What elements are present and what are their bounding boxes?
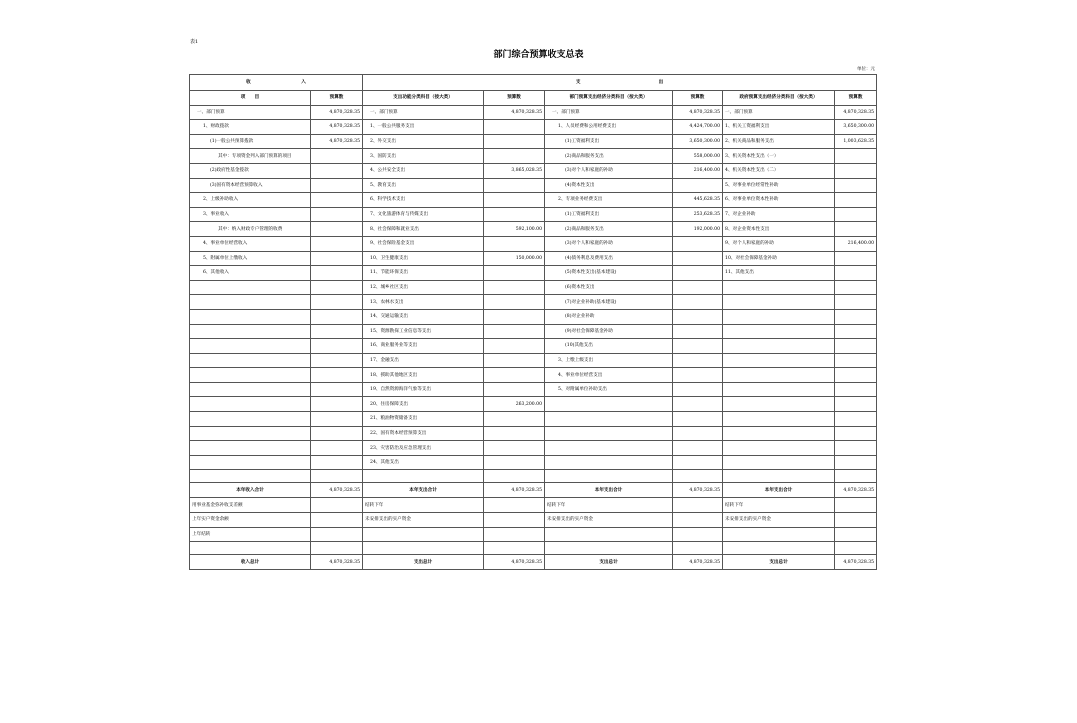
extra-exp-label	[723, 527, 835, 542]
func-item-cell: 17、金融支出	[363, 353, 484, 368]
table-row	[190, 309, 877, 324]
func-item-cell: 24、其他支出	[363, 455, 484, 470]
grand-income-value: 4,870,328.35	[311, 555, 363, 570]
func-budget-cell	[484, 266, 545, 281]
func-budget-cell	[484, 178, 545, 193]
func-budget-cell	[484, 295, 545, 310]
table-row	[190, 163, 877, 178]
dept-econ-budget-cell	[673, 368, 723, 383]
income-item-cell	[190, 412, 311, 427]
dept-econ-budget-cell: 445,628.35	[673, 193, 723, 208]
col-budget1-header: 预算数	[311, 91, 363, 106]
grand-exp-value-2: 4,870,328.35	[673, 555, 723, 570]
col-gov-econ-header: 政府预算支出经济分类科目（按大类）	[723, 91, 835, 106]
income-budget-cell	[311, 193, 363, 208]
year-exp-label-2: 本年支出合计	[545, 483, 673, 498]
income-item-cell: (2)政府性基金拨款	[190, 163, 311, 178]
gov-econ-budget-cell	[835, 251, 877, 266]
extra-exp-label	[545, 527, 673, 542]
func-item-cell: 9、社会保险基金支出	[363, 236, 484, 251]
year-income-label: 本年收入合计	[190, 483, 311, 498]
gov-econ-budget-cell	[835, 280, 877, 295]
gov-econ-budget-cell: 4,870,328.35	[835, 105, 877, 120]
table-row	[190, 295, 877, 310]
income-item-cell	[190, 455, 311, 470]
dept-econ-item-cell: (8)对企业补助	[545, 309, 673, 324]
dept-econ-budget-cell	[673, 426, 723, 441]
func-item-cell: 4、公共安全支出	[363, 163, 484, 178]
table-row	[190, 149, 877, 164]
extra-income-label: 用事业基金弥补收支差额	[190, 498, 311, 513]
income-budget-cell	[311, 207, 363, 222]
dept-econ-item-cell: (1)工资福利支出	[545, 134, 673, 149]
dept-econ-budget-cell: 253,628.35	[673, 207, 723, 222]
table-body	[190, 105, 877, 470]
income-budget-cell	[311, 309, 363, 324]
table-row	[190, 397, 877, 412]
dept-econ-item-cell: (9)对社会保障基金补助	[545, 324, 673, 339]
income-header: 收 入	[190, 75, 363, 91]
grand-exp-value-3: 4,870,328.35	[835, 555, 877, 570]
func-item-cell: 7、文化旅游体育与传媒支出	[363, 207, 484, 222]
income-budget-cell	[311, 222, 363, 237]
gov-econ-item-cell	[723, 339, 835, 354]
func-item-cell: 15、资源勘探工业信息等支出	[363, 324, 484, 339]
func-item-cell: 20、住房保障支出	[363, 397, 484, 412]
table-row	[190, 222, 877, 237]
gov-econ-budget-cell	[835, 193, 877, 208]
dept-econ-budget-cell	[673, 441, 723, 456]
gov-econ-item-cell: 5、对事业单位经常性补助	[723, 178, 835, 193]
dept-econ-item-cell	[545, 397, 673, 412]
table-row	[190, 251, 877, 266]
income-item-cell: 5、附属单位上缴收入	[190, 251, 311, 266]
dept-econ-budget-cell	[673, 455, 723, 470]
page-title: 部门综合预算收支总表	[493, 50, 584, 60]
dept-econ-item-cell	[545, 426, 673, 441]
blank-row	[190, 542, 877, 555]
gov-econ-item-cell	[723, 397, 835, 412]
dept-econ-item-cell: (7)对企业补助(基本建设)	[545, 295, 673, 310]
gov-econ-item-cell: 11、其他支出	[723, 266, 835, 281]
gov-econ-budget-cell	[835, 222, 877, 237]
table-row	[190, 441, 877, 456]
income-item-cell: 一、部门预算	[190, 105, 311, 120]
gov-econ-budget-cell	[835, 368, 877, 383]
dept-econ-budget-cell	[673, 236, 723, 251]
income-budget-cell: 4,870,328.35	[311, 120, 363, 135]
func-item-cell: 22、国有资本经营预算支出	[363, 426, 484, 441]
income-item-cell: 4、事业单位经营收入	[190, 236, 311, 251]
income-budget-cell: 4,870,328.35	[311, 134, 363, 149]
dept-econ-budget-cell	[673, 412, 723, 427]
income-item-cell	[190, 441, 311, 456]
func-item-cell: 8、社会保障和就业支出	[363, 222, 484, 237]
extra-income-label: 上年结转	[190, 527, 311, 542]
dept-econ-budget-cell: 216,400.00	[673, 163, 723, 178]
gov-econ-budget-cell	[835, 178, 877, 193]
dept-econ-item-cell: (2)商品和服务支出	[545, 222, 673, 237]
income-item-cell: (3)国有资本经营预算收入	[190, 178, 311, 193]
table-row	[190, 353, 877, 368]
year-exp-label-1: 本年支出合计	[363, 483, 484, 498]
gov-econ-item-cell	[723, 412, 835, 427]
func-budget-cell: 3,865,028.35	[484, 163, 545, 178]
income-item-cell: 1、财政拨款	[190, 120, 311, 135]
func-budget-cell: 263,200.00	[484, 397, 545, 412]
gov-econ-item-cell: 一、部门预算	[723, 105, 835, 120]
gov-econ-item-cell: 2、机关商品和服务支出	[723, 134, 835, 149]
grand-income-label: 收入总计	[190, 555, 311, 570]
extra-exp-label: 结转下年	[545, 498, 673, 513]
func-item-cell: 21、粮油物资储备支出	[363, 412, 484, 427]
dept-econ-item-cell	[545, 441, 673, 456]
dept-econ-budget-cell: 4,424,700.00	[673, 120, 723, 135]
dept-econ-item-cell: 5、对附属单位补助支出	[545, 382, 673, 397]
dept-econ-budget-cell: 192,000.00	[673, 222, 723, 237]
extra-row	[190, 527, 877, 542]
income-budget-cell	[311, 251, 363, 266]
income-budget-cell	[311, 149, 363, 164]
year-exp-value-2: 4,870,328.35	[673, 483, 723, 498]
unit-label: 单位：元	[857, 67, 875, 72]
dept-econ-item-cell: 3、上缴上级支出	[545, 353, 673, 368]
dept-econ-budget-cell: 3,650,300.00	[673, 134, 723, 149]
gov-econ-item-cell	[723, 309, 835, 324]
gov-econ-budget-cell	[835, 149, 877, 164]
year-income-value: 4,870,328.35	[311, 483, 363, 498]
dept-econ-item-cell: (3)对个人和家庭的补助	[545, 163, 673, 178]
table-row	[190, 426, 877, 441]
func-budget-cell	[484, 382, 545, 397]
gov-econ-budget-cell	[835, 295, 877, 310]
gov-econ-budget-cell	[835, 397, 877, 412]
dept-econ-budget-cell	[673, 324, 723, 339]
func-budget-cell	[484, 324, 545, 339]
dept-econ-item-cell	[545, 412, 673, 427]
func-item-cell: 23、灾害防治及应急管理支出	[363, 441, 484, 456]
table-row	[190, 368, 877, 383]
grand-total-row	[190, 555, 877, 570]
dept-econ-budget-cell	[673, 382, 723, 397]
func-budget-cell	[484, 368, 545, 383]
income-budget-cell	[311, 353, 363, 368]
func-budget-cell	[484, 353, 545, 368]
func-budget-cell	[484, 339, 545, 354]
dept-econ-item-cell: 2、专项业务经费支出	[545, 193, 673, 208]
income-budget-cell	[311, 163, 363, 178]
table-row	[190, 266, 877, 281]
dept-econ-budget-cell	[673, 353, 723, 368]
dept-econ-item-cell: (2)商品和服务支出	[545, 149, 673, 164]
dept-econ-budget-cell	[673, 280, 723, 295]
gov-econ-budget-cell	[835, 207, 877, 222]
header-row-columns	[190, 91, 877, 106]
extra-row	[190, 498, 877, 513]
dept-econ-item-cell: (4)资本性支出	[545, 178, 673, 193]
func-budget-cell	[484, 455, 545, 470]
func-item-cell: 3、国防支出	[363, 149, 484, 164]
year-exp-value-3: 4,870,328.35	[835, 483, 877, 498]
gov-econ-item-cell	[723, 368, 835, 383]
dept-econ-item-cell	[545, 455, 673, 470]
gov-econ-item-cell	[723, 426, 835, 441]
extra-row	[190, 513, 877, 528]
table-row	[190, 120, 877, 135]
func-budget-cell	[484, 426, 545, 441]
func-budget-cell: 592,100.00	[484, 222, 545, 237]
gov-econ-budget-cell	[835, 339, 877, 354]
grand-exp-value-1: 4,870,328.35	[484, 555, 545, 570]
gov-econ-item-cell	[723, 441, 835, 456]
year-exp-label-3: 本年支出合计	[723, 483, 835, 498]
col-func-header: 支出功能分类科目（按大类）	[363, 91, 484, 106]
grand-exp-label-3: 支出总计	[723, 555, 835, 570]
func-budget-cell	[484, 441, 545, 456]
col-budget3-header: 预算数	[673, 91, 723, 106]
table-row	[190, 455, 877, 470]
func-budget-cell	[484, 134, 545, 149]
table-row	[190, 105, 877, 120]
income-item-cell: (1)一般公共预算拨款	[190, 134, 311, 149]
gov-econ-budget-cell	[835, 163, 877, 178]
income-item-cell	[190, 295, 311, 310]
extra-income-label: 上年实户资金余额	[190, 513, 311, 528]
table-row	[190, 207, 877, 222]
table-row	[190, 382, 877, 397]
dept-econ-item-cell: (1)工资福利支出	[545, 207, 673, 222]
income-budget-cell	[311, 178, 363, 193]
header-row-sections	[190, 75, 877, 91]
func-item-cell: 10、卫生健康支出	[363, 251, 484, 266]
income-budget-cell	[311, 266, 363, 281]
dept-econ-item-cell: (10)其他支出	[545, 339, 673, 354]
gov-econ-budget-cell	[835, 382, 877, 397]
gov-econ-item-cell: 7、对企业补助	[723, 207, 835, 222]
col-dept-econ-header: 部门预算支出经济分类科目（按大类）	[545, 91, 673, 106]
table-row	[190, 324, 877, 339]
income-item-cell	[190, 382, 311, 397]
gov-econ-budget-cell: 3,650,300.00	[835, 120, 877, 135]
dept-econ-item-cell: (6)资本性支出	[545, 280, 673, 295]
gov-econ-item-cell: 4、机关资本性支出（二）	[723, 163, 835, 178]
col-budget4-header: 预算数	[835, 91, 877, 106]
table-row	[190, 339, 877, 354]
income-item-cell	[190, 280, 311, 295]
income-budget-cell	[311, 397, 363, 412]
dept-econ-budget-cell	[673, 251, 723, 266]
income-item-cell	[190, 426, 311, 441]
extra-exp-label: 结转下年	[363, 498, 484, 513]
dept-econ-budget-cell: 558,000.00	[673, 149, 723, 164]
income-item-cell	[190, 368, 311, 383]
func-item-cell: 一、部门预算	[363, 105, 484, 120]
income-budget-cell	[311, 382, 363, 397]
income-budget-cell	[311, 339, 363, 354]
income-budget-cell: 4,870,328.35	[311, 105, 363, 120]
income-item-cell: 6、其他收入	[190, 266, 311, 281]
func-item-cell: 18、援助其他地区支出	[363, 368, 484, 383]
col-budget2-header: 预算数	[484, 91, 545, 106]
gov-econ-budget-cell	[835, 426, 877, 441]
income-budget-cell	[311, 368, 363, 383]
func-budget-cell	[484, 309, 545, 324]
func-budget-cell	[484, 280, 545, 295]
year-total-row	[190, 483, 877, 498]
budget-table	[189, 74, 877, 570]
gov-econ-budget-cell	[835, 324, 877, 339]
dept-econ-budget-cell	[673, 309, 723, 324]
income-item-cell: 3、事业收入	[190, 207, 311, 222]
gov-econ-budget-cell	[835, 455, 877, 470]
func-budget-cell	[484, 149, 545, 164]
gov-econ-budget-cell: 1,003,628.35	[835, 134, 877, 149]
income-budget-cell	[311, 324, 363, 339]
gov-econ-item-cell	[723, 280, 835, 295]
income-budget-cell	[311, 412, 363, 427]
func-budget-cell: 4,870,328.35	[484, 105, 545, 120]
income-item-cell	[190, 339, 311, 354]
dept-econ-item-cell: (3)对个人和家庭的补助	[545, 236, 673, 251]
income-item-cell	[190, 353, 311, 368]
gov-econ-item-cell: 10、对社会保障基金补助	[723, 251, 835, 266]
dept-econ-item-cell: 一、部门预算	[545, 105, 673, 120]
gov-econ-item-cell: 8、对企业资本性支出	[723, 222, 835, 237]
dept-econ-budget-cell	[673, 295, 723, 310]
func-item-cell: 2、外交支出	[363, 134, 484, 149]
extra-exp-label	[363, 527, 484, 542]
extra-exp-label: 未安排支出的实户资金	[545, 513, 673, 528]
extra-exp-label: 未安排支出的实户资金	[363, 513, 484, 528]
func-budget-cell: 150,000.00	[484, 251, 545, 266]
table-row	[190, 236, 877, 251]
grand-exp-label-2: 支出总计	[545, 555, 673, 570]
expense-header: 支 出	[363, 75, 877, 91]
gov-econ-budget-cell: 216,400.00	[835, 236, 877, 251]
func-item-cell: 16、商业服务业等支出	[363, 339, 484, 354]
func-budget-cell	[484, 193, 545, 208]
gov-econ-item-cell	[723, 295, 835, 310]
func-item-cell: 14、交通运输支出	[363, 309, 484, 324]
income-item-cell: 2、上级补助收入	[190, 193, 311, 208]
blank-row	[190, 470, 877, 483]
func-item-cell: 11、节能环保支出	[363, 266, 484, 281]
income-budget-cell	[311, 280, 363, 295]
extra-exp-label: 未安排支出的实户资金	[723, 513, 835, 528]
income-item-cell	[190, 397, 311, 412]
dept-econ-budget-cell	[673, 266, 723, 281]
func-budget-cell	[484, 207, 545, 222]
dept-econ-item-cell: 4、事业单位经营支出	[545, 368, 673, 383]
table-number: 表1	[190, 39, 199, 45]
income-item-cell: 其中：专项资金列入部门预算的项目	[190, 149, 311, 164]
dept-econ-budget-cell	[673, 178, 723, 193]
table-row	[190, 178, 877, 193]
func-budget-cell	[484, 412, 545, 427]
gov-econ-item-cell	[723, 455, 835, 470]
func-item-cell: 13、农林水支出	[363, 295, 484, 310]
gov-econ-budget-cell	[835, 309, 877, 324]
income-budget-cell	[311, 441, 363, 456]
gov-econ-budget-cell	[835, 266, 877, 281]
gov-econ-budget-cell	[835, 412, 877, 427]
dept-econ-item-cell: (4)债务利息及费用支出	[545, 251, 673, 266]
gov-econ-item-cell: 1、机关工资福利支出	[723, 120, 835, 135]
dept-econ-budget-cell	[673, 397, 723, 412]
gov-econ-item-cell: 9、对个人和家庭的补助	[723, 236, 835, 251]
gov-econ-item-cell: 6、对事业单位资本性补助	[723, 193, 835, 208]
income-item-cell	[190, 324, 311, 339]
gov-econ-budget-cell	[835, 441, 877, 456]
func-budget-cell	[484, 120, 545, 135]
year-exp-value-1: 4,870,328.35	[484, 483, 545, 498]
table-footer	[190, 470, 877, 570]
func-item-cell: 1、一般公共服务支出	[363, 120, 484, 135]
gov-econ-item-cell	[723, 324, 835, 339]
dept-econ-budget-cell: 4,870,328.35	[673, 105, 723, 120]
func-item-cell: 19、自然资源海洋气象等支出	[363, 382, 484, 397]
grand-exp-label-1: 支出总计	[363, 555, 484, 570]
income-budget-cell	[311, 426, 363, 441]
func-item-cell: 5、教育支出	[363, 178, 484, 193]
col-item-header: 项 目	[190, 91, 311, 106]
table-row	[190, 412, 877, 427]
dept-econ-item-cell: 1、人员经费和公用经费支出	[545, 120, 673, 135]
income-budget-cell	[311, 455, 363, 470]
func-item-cell: 6、科学技术支出	[363, 193, 484, 208]
dept-econ-budget-cell	[673, 339, 723, 354]
income-item-cell: 其中：纳入财政专户管理的收费	[190, 222, 311, 237]
func-budget-cell	[484, 236, 545, 251]
income-budget-cell	[311, 295, 363, 310]
gov-econ-budget-cell	[835, 353, 877, 368]
dept-econ-item-cell: (5)资本性支出(基本建设)	[545, 266, 673, 281]
table-row	[190, 280, 877, 295]
table-row	[190, 193, 877, 208]
gov-econ-item-cell	[723, 353, 835, 368]
income-item-cell	[190, 309, 311, 324]
income-budget-cell	[311, 236, 363, 251]
gov-econ-item-cell	[723, 382, 835, 397]
gov-econ-item-cell: 3、机关资本性支出（一）	[723, 149, 835, 164]
extra-exp-label: 结转下年	[723, 498, 835, 513]
func-item-cell: 12、城乡社区支出	[363, 280, 484, 295]
table-row	[190, 134, 877, 149]
